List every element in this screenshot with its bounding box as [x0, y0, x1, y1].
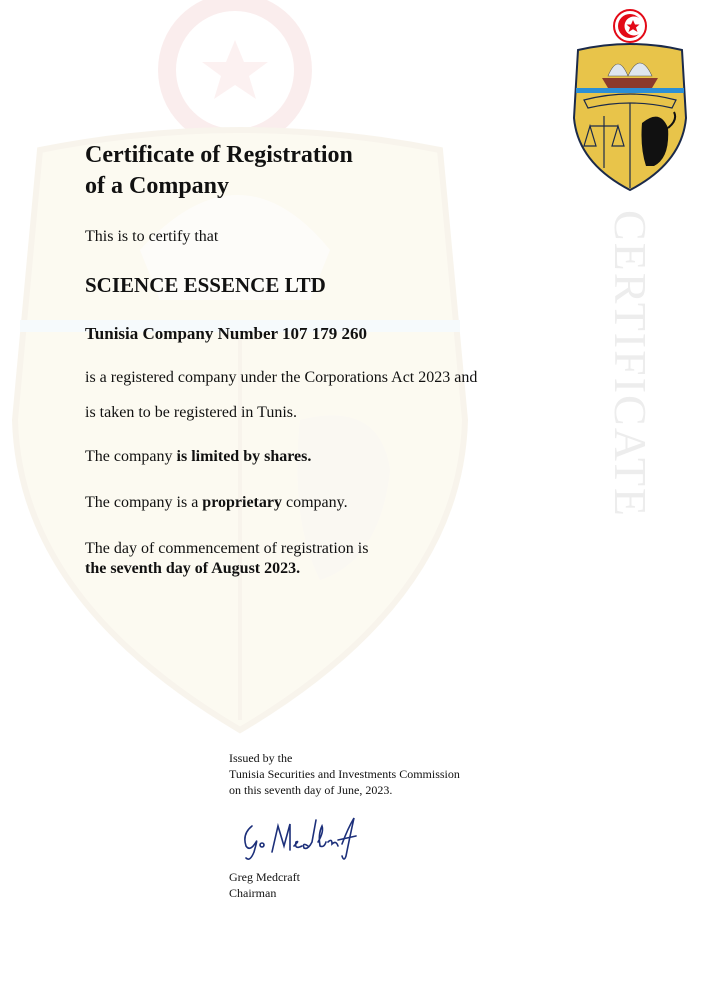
- commencement-line-1: The day of commencement of registration is: [85, 540, 369, 557]
- proprietary-bold: proprietary: [202, 494, 282, 511]
- company-number: Tunisia Company Number 107 179 260: [85, 324, 367, 343]
- issuer-line-2: Tunisia Securities and Investments Commission: [229, 767, 460, 781]
- company-name: SCIENCE ESSENCE LTD: [85, 273, 326, 297]
- signer-block: [229, 869, 300, 901]
- issuer-line-1: Issued by the: [229, 751, 293, 765]
- certificate-body: [85, 140, 585, 577]
- proprietary-suffix: company.: [281, 494, 348, 511]
- signature-image: [238, 812, 368, 864]
- signer-title: Chairman: [229, 886, 277, 900]
- certificate-title: [85, 140, 585, 202]
- certificate-watermark-text: CERTIFICATE: [605, 210, 656, 519]
- registration-line-2: is taken to be registered in Tunis.: [85, 404, 297, 421]
- title-line-1: Certificate of Registration: [85, 142, 353, 168]
- proprietary-prefix: The company is a: [85, 494, 203, 511]
- limited-bold: is limited by shares.: [176, 448, 312, 465]
- certify-text: This is to certify that: [85, 228, 219, 245]
- proprietary-statement: [85, 494, 348, 512]
- coat-of-arms-emblem: [570, 8, 690, 193]
- limited-prefix: The company: [85, 448, 177, 465]
- issuer-line-3: on this seventh day of June, 2023.: [229, 783, 393, 797]
- signer-name: Greg Medcraft: [229, 870, 300, 884]
- commencement-date: the seventh day of August 2023.: [85, 560, 301, 577]
- limited-statement: [85, 448, 311, 466]
- registration-line-1: is a registered company under the Corporations Act 2023 and: [85, 369, 478, 386]
- issuer-block: [229, 750, 460, 798]
- title-line-2: of a Company: [85, 173, 230, 199]
